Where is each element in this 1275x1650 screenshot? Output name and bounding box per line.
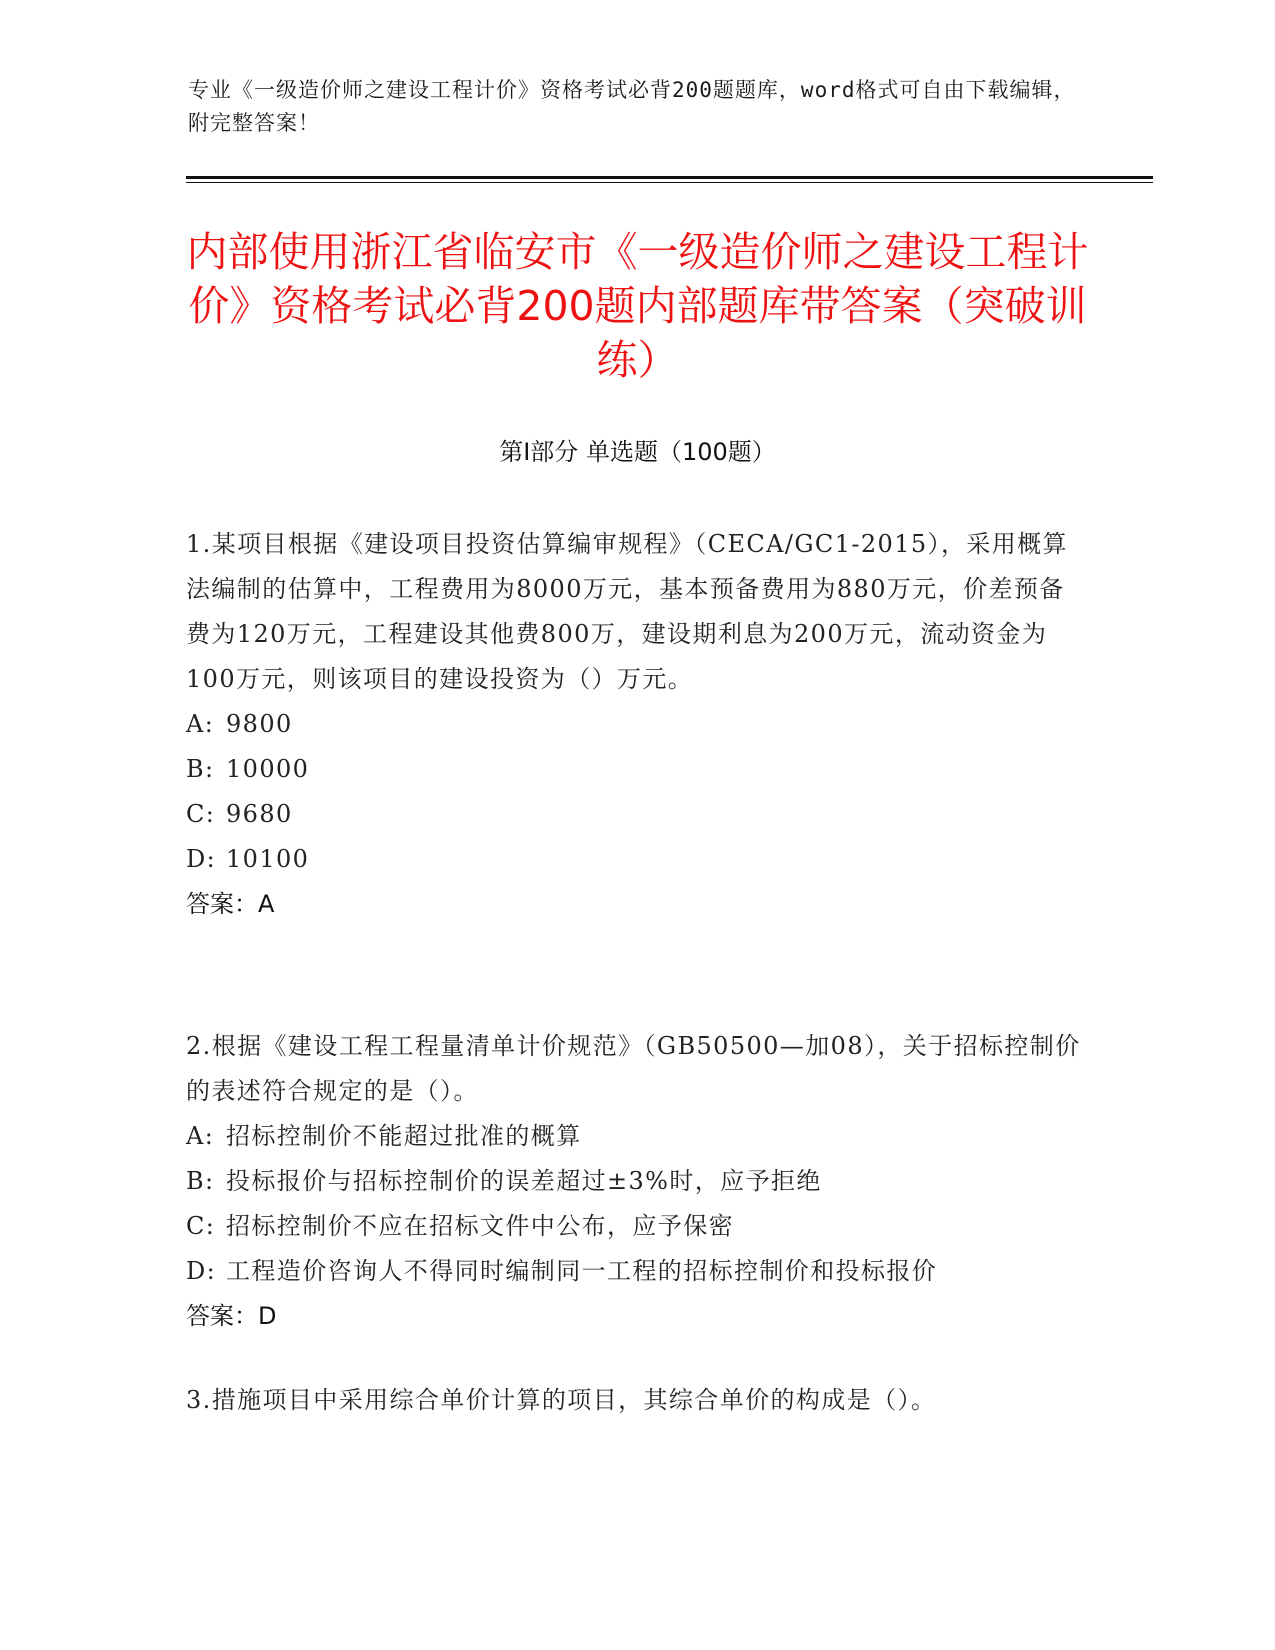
answer-label: 答案： bbox=[186, 890, 258, 918]
option-letter: A: bbox=[186, 710, 215, 738]
option-c bbox=[186, 1204, 1086, 1249]
option-letter: C: bbox=[186, 800, 216, 828]
header-divider-thick bbox=[186, 176, 1153, 179]
option-letter: D: bbox=[186, 1257, 217, 1285]
option-text: 工程造价咨询人不得同时编制同一工程的招标控制价和投标报价 bbox=[226, 1257, 938, 1285]
option-letter: B: bbox=[186, 755, 215, 783]
option-text: 10000 bbox=[226, 755, 310, 783]
question-stem: 3.措施项目中采用综合单价计算的项目，其综合单价的构成是（）。 bbox=[186, 1386, 937, 1414]
question-2 bbox=[186, 1024, 1086, 1339]
question-1 bbox=[186, 522, 1086, 927]
option-text: 10100 bbox=[226, 845, 310, 873]
option-d bbox=[186, 837, 1086, 882]
option-letter: C: bbox=[186, 1212, 216, 1240]
header-note: 专业《一级造价师之建设工程计价》资格考试必背200题题库，word格式可自由下载编辑，附完整答案！ bbox=[188, 78, 1076, 135]
option-text: 招标控制价不应在招标文件中公布，应予保密 bbox=[226, 1212, 734, 1240]
option-d bbox=[186, 1249, 1086, 1294]
option-text: 9800 bbox=[226, 710, 293, 738]
section-title: 第I部分 单选题（100题） bbox=[499, 438, 776, 466]
answer-value: D bbox=[258, 1302, 277, 1330]
option-c bbox=[186, 792, 1086, 837]
option-text: 投标报价与招标控制价的误差超过±3%时，应予拒绝 bbox=[226, 1167, 822, 1195]
answer-line bbox=[186, 1294, 1086, 1339]
question-stem: 2.根据《建设工程工程量清单计价规范》（GB50500—加08），关于招标控制价的表述符合规定的是（）。 bbox=[186, 1032, 1081, 1105]
answer-line bbox=[186, 882, 1086, 927]
option-letter: B: bbox=[186, 1167, 215, 1195]
document-title: 内部使用浙江省临安市《一级造价师之建设工程计价》资格考试必背200题内部题库带答案（突破训练） bbox=[186, 228, 1089, 384]
option-letter: D: bbox=[186, 845, 217, 873]
option-b bbox=[186, 747, 1086, 792]
option-a bbox=[186, 1114, 1086, 1159]
question-3 bbox=[186, 1378, 1086, 1423]
header-divider-thin bbox=[186, 182, 1153, 183]
answer-label: 答案： bbox=[186, 1302, 258, 1330]
option-a bbox=[186, 702, 1086, 747]
option-text: 招标控制价不能超过批准的概算 bbox=[226, 1122, 582, 1150]
answer-value: A bbox=[258, 890, 275, 918]
question-stem: 1.某项目根据《建设项目投资估算编审规程》（CECA/GC1-2015），采用概算法编制的估算中，工程费用为8000万元，基本预备费用为880万元，价差预备费为120万元，工程建设其他费800万，建设期利息为200万元，流动资金为100万元，则该项目的建设投资为（）万元。 bbox=[186, 530, 1068, 693]
option-text: 9680 bbox=[226, 800, 293, 828]
option-b bbox=[186, 1159, 1086, 1204]
option-letter: A: bbox=[186, 1122, 215, 1150]
